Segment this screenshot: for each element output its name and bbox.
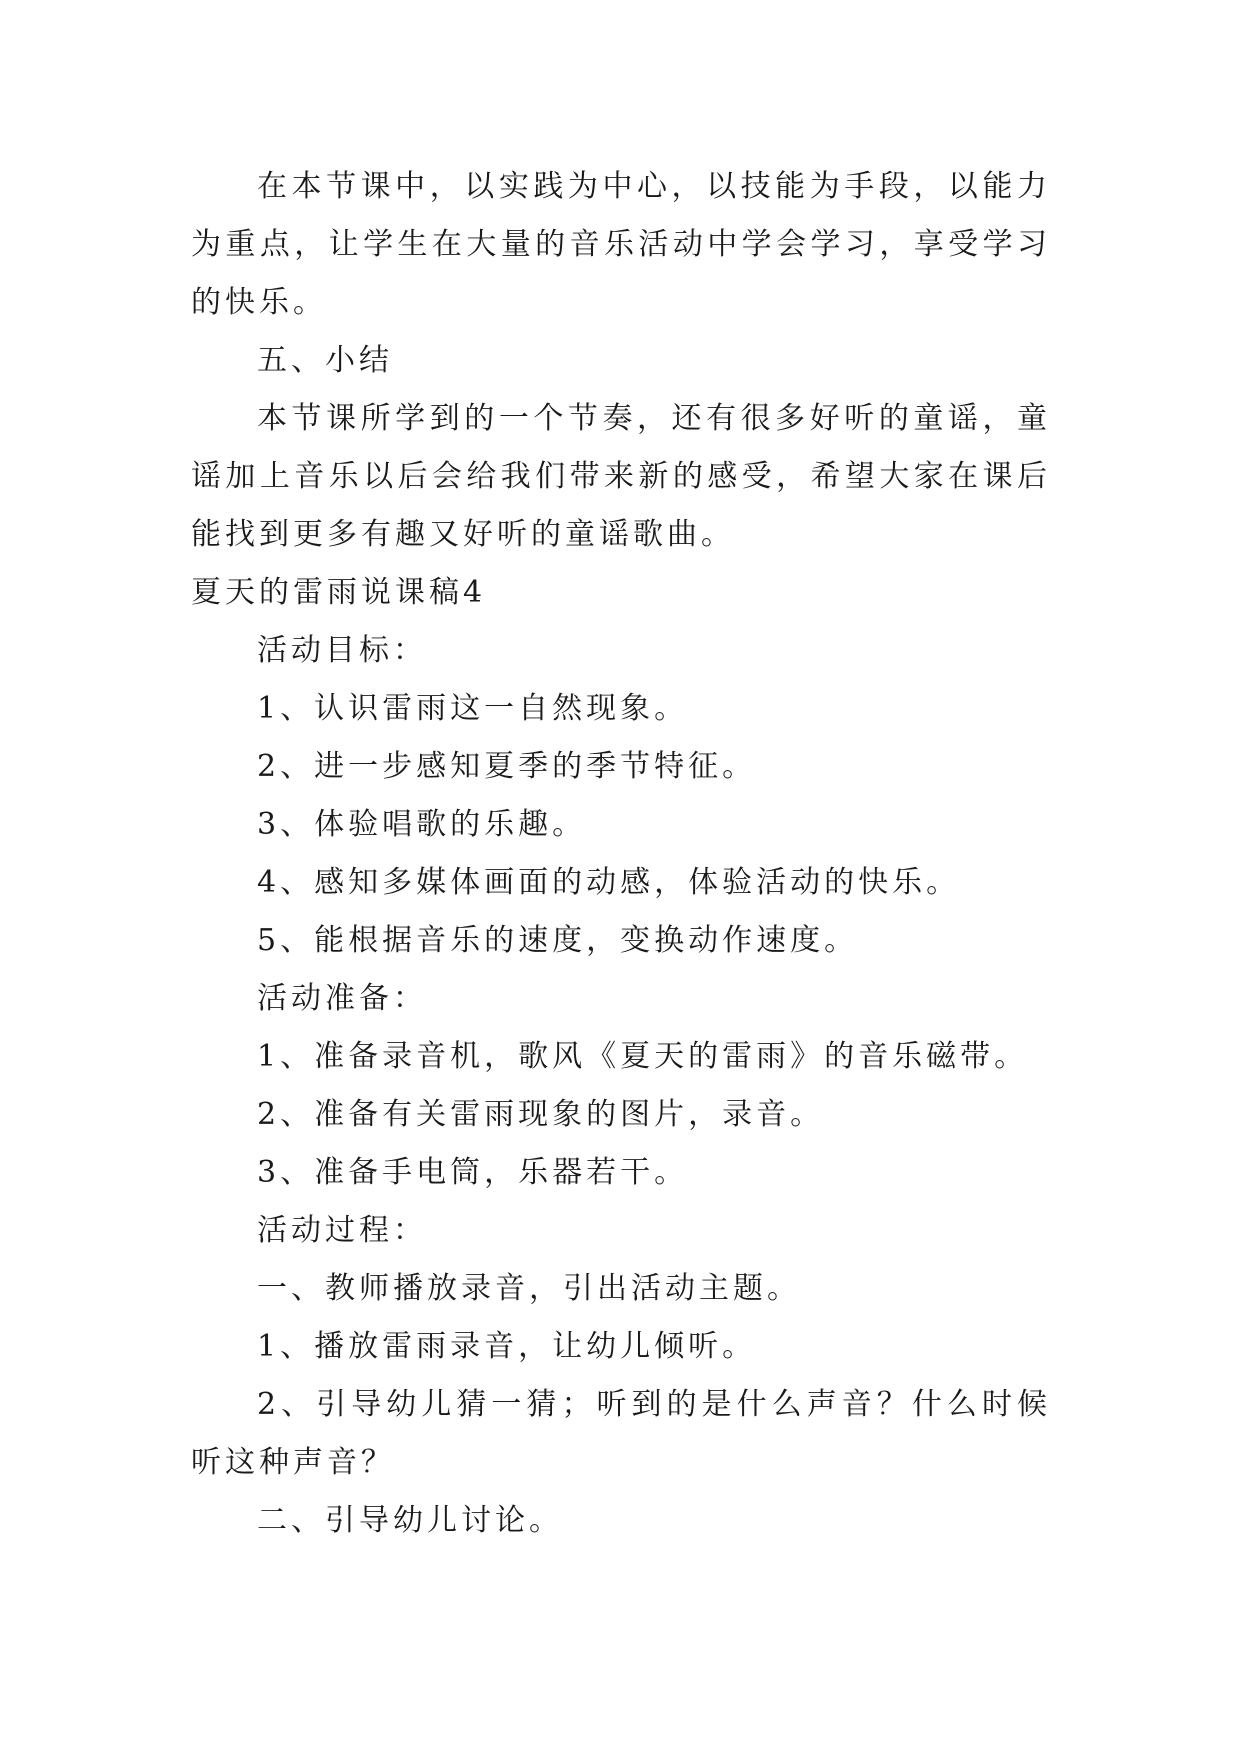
document-title: 夏天的雷雨说课稿4	[191, 575, 487, 610]
list-item-prep-2: 2、准备有关雷雨现象的图片，录音。	[257, 1097, 825, 1132]
list-item-step-1-2: 2、引导幼儿猜一猜；听到的是什么声音？什么时候听这种声音？	[191, 1387, 1051, 1480]
document-body	[191, 158, 1051, 1550]
list-item-goal-3: 3、体验唱歌的乐趣。	[257, 807, 587, 842]
list-item-goal-4: 4、感知多媒体画面的动感，体验活动的快乐。	[257, 865, 961, 900]
heading-activity-goals: 活动目标：	[257, 633, 427, 668]
heading-section-five: 五、小结	[257, 343, 393, 378]
list-item-step-1-1: 1、播放雷雨录音，让幼儿倾听。	[257, 1329, 757, 1364]
list-item-prep-1: 1、准备录音机，歌风《夏天的雷雨》的音乐磁带。	[257, 1039, 1029, 1074]
step-heading-2: 二、引导幼儿讨论。	[257, 1503, 563, 1538]
heading-activity-preparation: 活动准备：	[257, 981, 427, 1016]
paragraph-conclusion: 本节课所学到的一个节奏，还有很多好听的童谣，童谣加上音乐以后会给我们带来新的感受，希望大家在课后能找到更多有趣又好听的童谣歌曲。	[191, 401, 1051, 552]
step-heading-1: 一、教师播放录音，引出活动主题。	[257, 1271, 801, 1306]
list-item-goal-2: 2、进一步感知夏季的季节特征。	[257, 749, 757, 784]
list-item-goal-1: 1、认识雷雨这一自然现象。	[257, 691, 689, 726]
paragraph-lesson-summary: 在本节课中，以实践为中心，以技能为手段，以能力为重点，让学生在大量的音乐活动中学会学习，享受学习的快乐。	[191, 169, 1051, 320]
list-item-prep-3: 3、准备手电筒，乐器若干。	[257, 1155, 689, 1190]
list-item-goal-5: 5、能根据音乐的速度，变换动作速度。	[257, 923, 859, 958]
heading-activity-process: 活动过程：	[257, 1213, 427, 1248]
